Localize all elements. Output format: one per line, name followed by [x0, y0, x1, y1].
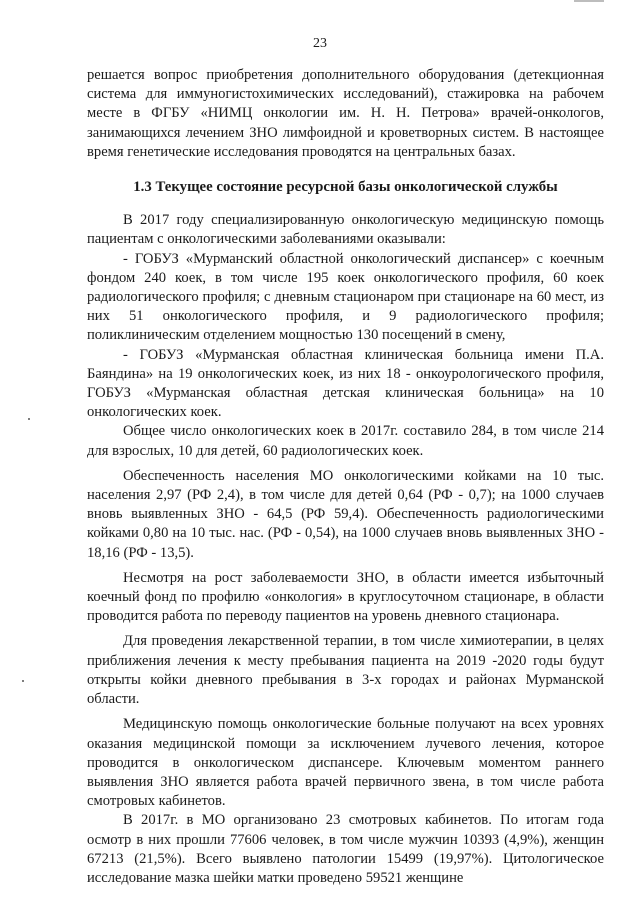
scan-speck — [28, 418, 30, 420]
page-number: 23 — [313, 36, 327, 51]
paragraph: Для проведения лекарственной терапии, в том числе химиотерапии, в целях приближения лечения к месту пребывания пациента на 2019 -2020 годы будут открыты койки дневного пребывания в 3-х городах и районах Мурманской области. — [87, 633, 604, 708]
scan-artifact — [574, 0, 604, 2]
paragraph: Обеспеченность населения МО онкологическими койками на 10 тыс. населения 2,97 (РФ 2,4), в том числе для детей 0,64 (РФ - 0,7); на 1000 случаев вновь выявленных ЗНО - 64,5 (РФ 59,4). Обеспеченность радиологическими койками 0,80 на 10 тыс. нас. (РФ - 0,54), на 1000 случаев вновь выявленных ЗНО - 18,16 (РФ - 13,5). — [87, 467, 604, 561]
paragraph: Несмотря на рост заболеваемости ЗНО, в области имеется избыточный коечный фонд по профилю «онкология» в круглосуточном стационаре, в области проводится работа по переводу пациентов на уровень дневного стационара. — [87, 569, 604, 625]
list-item-hospitals: - ГОБУЗ «Мурманская областная клиническая больница имени П.А. Баяндина» на 19 онкологических коек, из них 18 - онкоурологического профиля, ГОБУЗ «Мурманская областная детская клиническая больница» на 10 онкологических коек. — [87, 346, 604, 421]
list-item-dispensary: - ГОБУЗ «Мурманский областной онкологический диспансер» с коечным фондом 240 коек, в том числе 195 коек онкологического профиля, 60 коек радиологического профиля; с дневным стационаром при стационаре на 60 мест, из них 51 онкологического профиля, и 9 радиологического профиля; поликлиническим отделением мощностью 130 посещений в смену, — [87, 250, 604, 344]
paragraph: Медицинскую помощь онкологические больные получают на всех уровнях оказания медицинской помощи за исключением лучевого лечения, которое проводится в онкологическом диспансере. Ключевым моментом раннего выявления ЗНО является работа врачей первичного звена, в том числе работа смотровых кабинетов. — [87, 716, 604, 810]
paragraph: В 2017 году специализированную онкологическую медицинскую помощь пациентам с онкологическими заболеваниями оказывали: — [87, 212, 604, 248]
paragraph-continued: решается вопрос приобретения дополнительного оборудования (детекционная система для иммуногистохимических исследований), стажировка на рабочем месте в ФГБУ «НИМЦ онкологии им. Н. Н. Петрова» врачей-онкологов, занимающихся лечением ЗНО лимфоидной и кроветворных систем. В настоящее время генетические исследования проводятся на центральных базах. — [87, 67, 604, 160]
paragraph: Общее число онкологических коек в 2017г. составило 284, в том числе 214 для взрослых, 10 для детей, 60 радиологических коек. — [87, 423, 604, 459]
section-heading: 1.3 Текущее состояние ресурсной базы онкологической службы — [133, 179, 558, 196]
paragraph: В 2017г. в МО организовано 23 смотровых кабинетов. По итогам года осмотр в них прошли 77606 человек, в том числе мужчин 10393 (4,9%), женщин 67213 (21,5%). Всего выявлено патологии 15499 (19,97%). Цитологическое исследование мазка шейки матки проведено 59521 женщине — [87, 812, 604, 886]
document-body — [87, 66, 604, 888]
scan-speck — [22, 680, 24, 682]
